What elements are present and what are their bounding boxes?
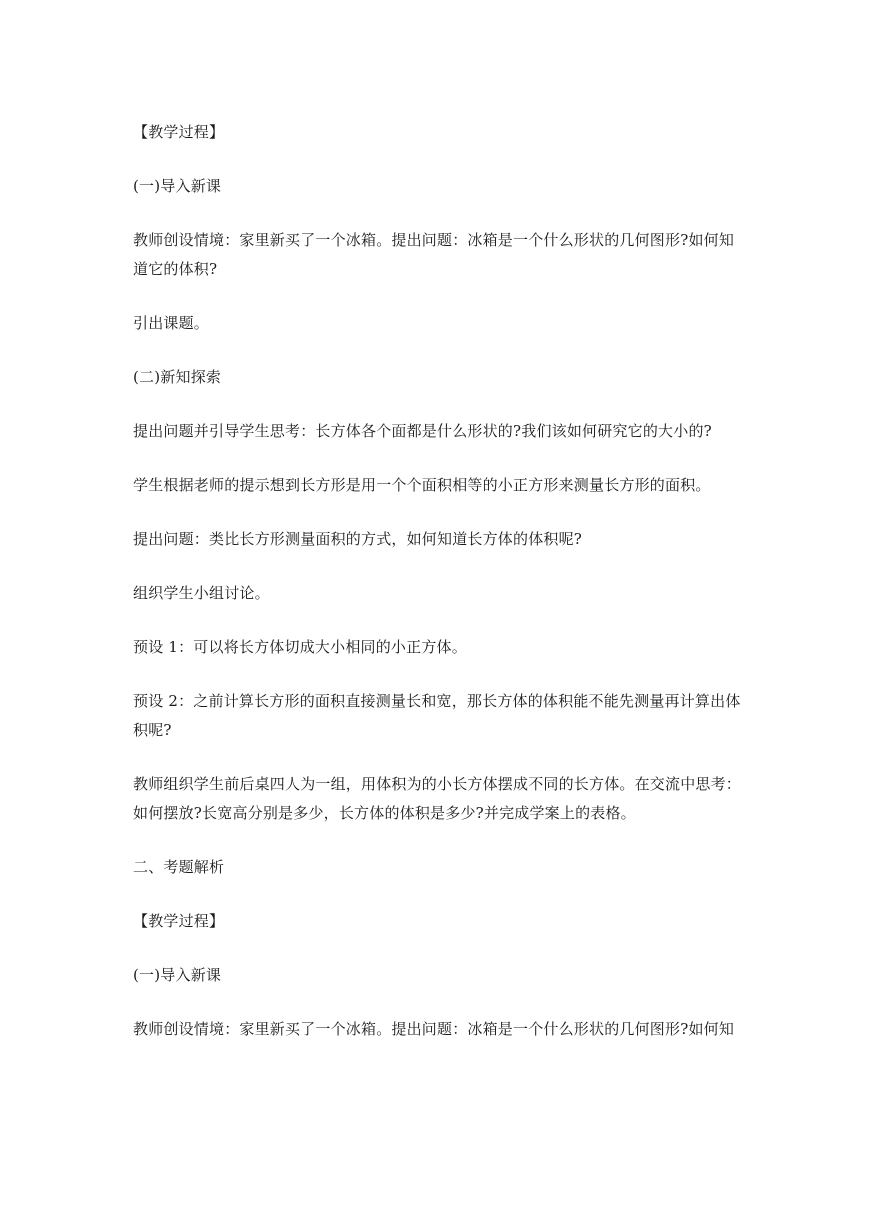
paragraph-guiding-question: 提出问题并引导学生思考：长方体各个面都是什么形状的?我们该如何研究它的大小的? — [133, 422, 712, 440]
paragraph-lead-topic: 引出课题。 — [133, 314, 210, 332]
subheading-intro-new-lesson-2: (一)导入新课 — [133, 966, 222, 984]
paragraph-group-activity: 教师组织学生前后桌四人为一组，用体积为的小长方体摆成不同的长方体。在交流中思考：如何摆放?长宽高分别是多少，长方体的体积是多少?并完成学案上的表格。 — [133, 775, 742, 822]
paragraph-analogy-question: 提出问题：类比长方形测量面积的方式，如何知道长方体的体积呢? — [133, 530, 583, 548]
document-body — [133, 118, 743, 1069]
paragraph-group-discussion: 组织学生小组讨论。 — [133, 584, 270, 602]
paragraph-teacher-scenario: 教师创设情境：家里新买了一个冰箱。提出问题：冰箱是一个什么形状的几何图形?如何知道它的体积? — [133, 231, 735, 278]
section-heading-teaching-process-2: 【教学过程】 — [133, 912, 225, 930]
subheading-new-knowledge: (二)新知探索 — [133, 368, 222, 386]
section-heading-teaching-process: 【教学过程】 — [133, 123, 225, 141]
subheading-intro-new-lesson: (一)导入新课 — [133, 177, 222, 195]
paragraph-presumption-2: 预设 2：之前计算长方形的面积直接测量长和宽，那长方体的体积能不能先测量再计算出体积呢? — [133, 692, 741, 739]
paragraph-student-recall: 学生根据老师的提示想到长方形是用一个个面积相等的小正方形来测量长方形的面积。 — [133, 476, 711, 494]
paragraph-presumption-1: 预设 1：可以将长方体切成大小相同的小正方体。 — [133, 638, 467, 656]
paragraph-teacher-scenario-2: 教师创设情境：家里新买了一个冰箱。提出问题：冰箱是一个什么形状的几何图形?如何知 — [133, 1020, 735, 1038]
section-heading-exam-analysis: 二、考题解析 — [133, 858, 225, 876]
